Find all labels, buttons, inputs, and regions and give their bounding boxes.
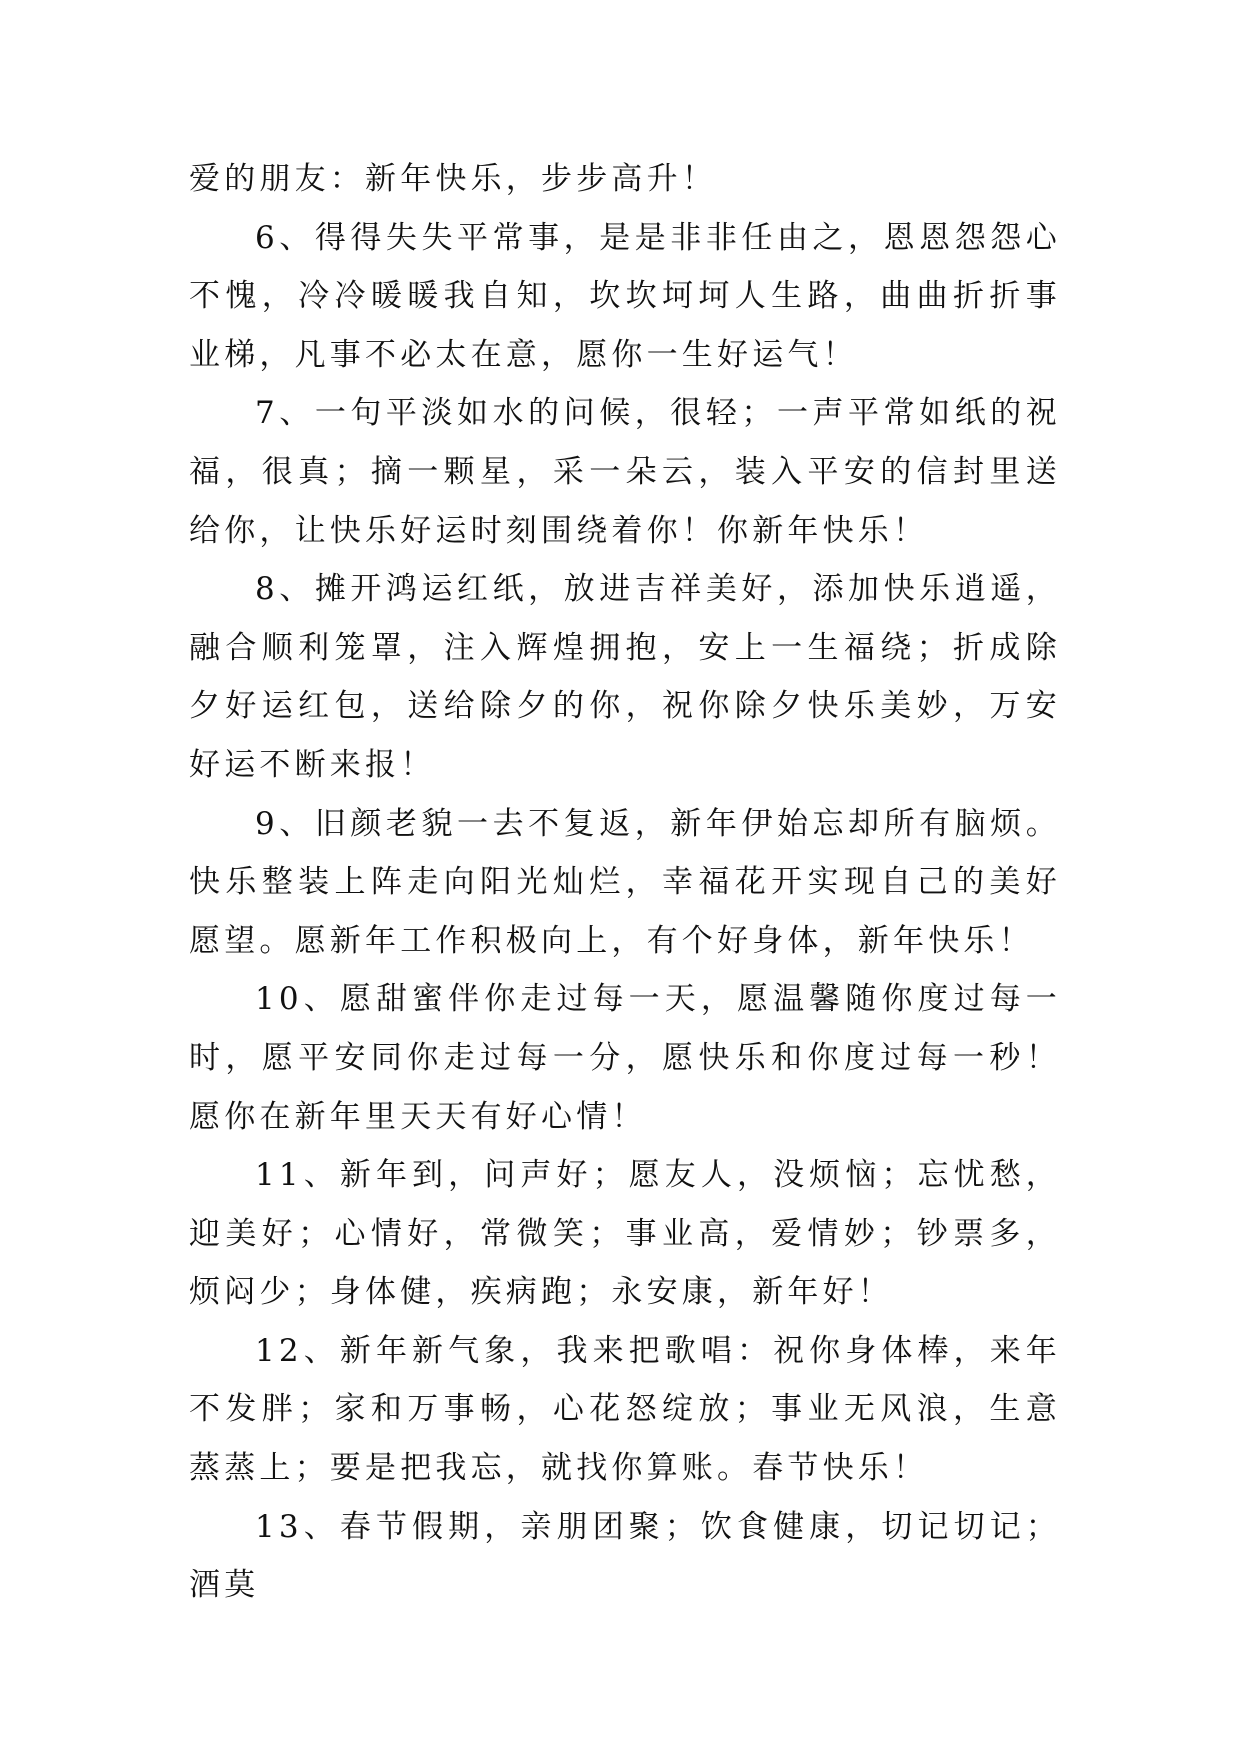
paragraph-11: 11、新年到，问声好；愿友人，没烦恼；忘忧愁，迎美好；心情好，常微笑；事业高，爱情妙；钞票多，烦闷少；身体健，疾病跑；永安康，新年好！ xyxy=(189,1157,1061,1311)
paragraph-continuation: 爱的朋友：新年快乐，步步高升！ xyxy=(189,161,717,197)
document-body xyxy=(189,150,1061,1615)
paragraph-10: 10、愿甜蜜伴你走过每一天，愿温馨随你度过每一时，愿平安同你走过每一分，愿快乐和你度过每一秒！愿你在新年里天天有好心情！ xyxy=(189,981,1061,1135)
paragraph-12: 12、新年新气象，我来把歌唱：祝你身体棒，来年不发胖；家和万事畅，心花怒绽放；事业无风浪，生意蒸蒸上；要是把我忘，就找你算账。春节快乐！ xyxy=(189,1332,1061,1487)
paragraph-9: 9、旧颜老貌一去不复返，新年伊始忘却所有脑烦。快乐整装上阵走向阳光灿烂，幸福花开实现自己的美好愿望。愿新年工作积极向上，有个好身体，新年快乐！ xyxy=(189,805,1061,959)
paragraph-6: 6、得得失失平常事，是是非非任由之，恩恩怨怨心不愧，冷冷暖暖我自知，坎坎坷坷人生路，曲曲折折事业梯，凡事不必太在意，愿你一生好运气！ xyxy=(189,219,1061,373)
paragraph-13: 13、春节假期，亲朋团聚；饮食健康，切记切记；酒莫 xyxy=(189,1508,1061,1604)
paragraph-8: 8、摊开鸿运红纸，放进吉祥美好，添加快乐逍遥，融合顺利笼罩，注入辉煌拥抱，安上一生福绕；折成除夕好运红包，送给除夕的你，祝你除夕快乐美妙，万安好运不断来报！ xyxy=(189,571,1061,783)
paragraph-7: 7、一句平淡如水的问候，很轻；一声平常如纸的祝福，很真；摘一颗星，采一朵云，装入平安的信封里送给你，让快乐好运时刻围绕着你！你新年快乐！ xyxy=(189,395,1061,549)
